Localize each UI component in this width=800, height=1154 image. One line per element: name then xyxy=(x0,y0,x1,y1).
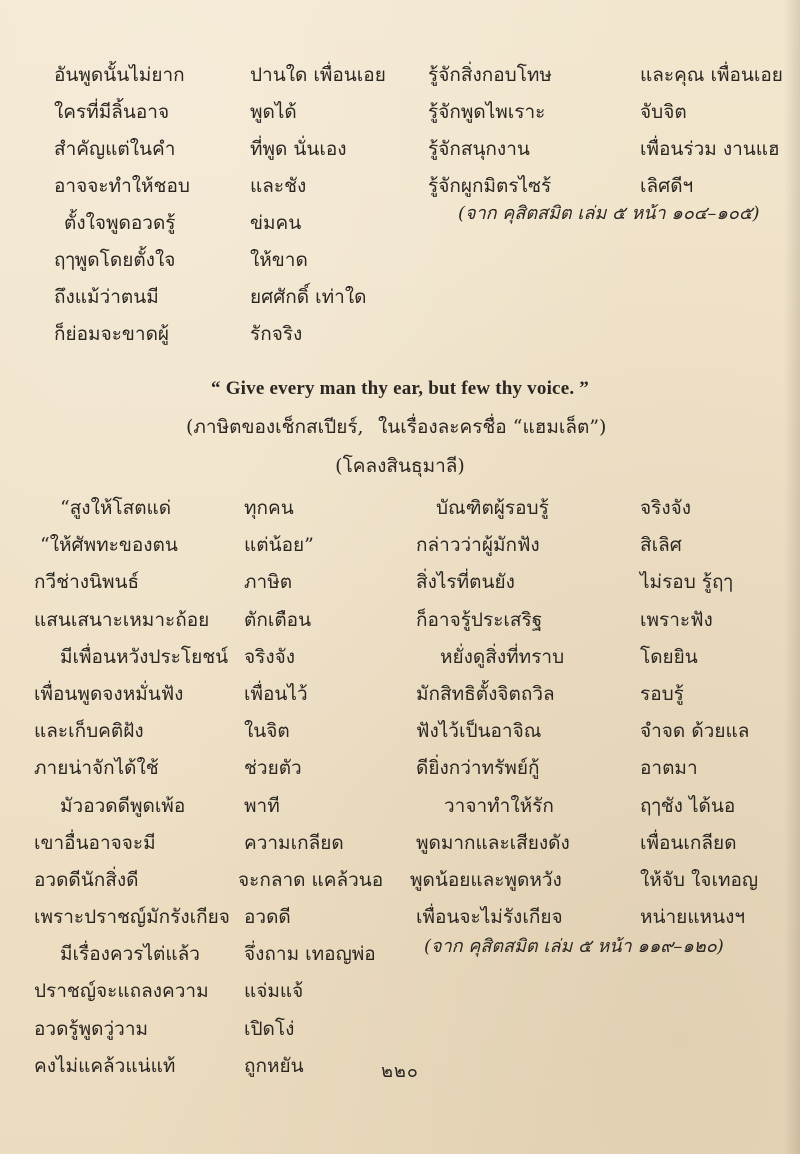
verse-cell: จับจิต xyxy=(640,101,687,123)
verse-cell: แต่น้อย” xyxy=(244,534,314,557)
poem-1-row xyxy=(0,279,800,316)
verse-cell: รู้จักสนุกงาน xyxy=(428,138,530,160)
verse-cell: ฤๅชัง ได้นอ xyxy=(640,794,736,817)
verse-cell: รักจริง xyxy=(250,323,303,345)
verse-cell: อวดรู้พูดวู่วาม xyxy=(34,1017,149,1040)
verse-cell: พาที xyxy=(244,794,280,817)
verse-cell: เพราะปราชญ์มักรังเกียจ xyxy=(34,906,230,929)
verse-cell: ก็ย่อมจะขาดผู้ xyxy=(54,323,170,345)
verse-cell: “สูงให้โสตแด่ xyxy=(60,497,172,519)
verse-cell: สำคัญแต่ในคำ xyxy=(54,138,176,160)
verse-cell: จริงจัง xyxy=(640,497,692,519)
verse-cell: เพื่อนพูดจงหมั่นฟัง xyxy=(34,682,184,705)
attribution-author: (ภาษิตของเช็กสเปียร์, xyxy=(186,416,364,438)
page-number: ๒๒๐ xyxy=(381,1061,419,1082)
verse-cell: ความเกลียด xyxy=(244,831,344,854)
verse-cell: มักสิทธิตั้งจิตถวิล xyxy=(416,682,555,705)
verse-cell: ฟังไว้เป็นอาจิณ xyxy=(416,720,542,743)
verse-cell: จะกลาด แคล้วนอ xyxy=(238,868,384,891)
verse-cell: เพื่อนเกลียด xyxy=(640,831,737,854)
verse-cell: เปิดโง่ xyxy=(244,1017,295,1040)
verse-cell: ภายน่าจักได้ใช้ xyxy=(34,757,159,780)
verse-form-heading: (โคลงสินธุมาลี) xyxy=(335,455,465,477)
verse-cell: และเก็บคติฝัง xyxy=(34,720,144,743)
verse-cell: เพื่อนไว้ xyxy=(244,682,308,705)
verse-cell: จึ่งถาม เทอญพ่อ xyxy=(244,943,376,966)
verse-cell: กวีช่างนิพนธ์ xyxy=(34,571,140,594)
verse-cell: ที่พูด นั่นเอง xyxy=(250,138,347,160)
verse-cell: จำจด ด้วยแล xyxy=(640,720,750,743)
verse-cell: ไม่รอบ รู้ฤๅ xyxy=(640,571,733,594)
verse-cell: เขาอื่นอาจจะมี xyxy=(34,831,156,854)
verse-cell: บัณฑิตผู้รอบรู้ xyxy=(436,497,549,519)
english-quote: “ Give every man thy ear, but few thy voice. ” xyxy=(211,378,589,399)
verse-cell: ถูกหยัน xyxy=(244,1054,304,1077)
verse-cell: แจ่มแจ้ xyxy=(244,980,304,1003)
verse-cell: และคุณ เพื่อนเอย xyxy=(640,64,783,86)
verse-cell: รอบรู้ xyxy=(640,682,684,705)
verse-cell: รู้จักพูดไพเราะ xyxy=(428,101,546,123)
verse-cell: เพื่อนร่วม งานแฮ xyxy=(640,138,780,160)
verse-cell: ดียิ่งกว่าทรัพย์กู้ xyxy=(416,757,540,780)
verse-cell: ช่วยตัว xyxy=(244,757,302,780)
poem-1-source: (จาก คุสิตสมิต เล่ม ๕ หน้า ๑๐๔–๑๐๕) xyxy=(458,203,760,224)
verse-cell: ก็อาจรู้ประเสริฐ xyxy=(416,608,543,631)
verse-cell: พูดมากและเสียงดัง xyxy=(416,831,570,854)
verse-cell: เพื่อนจะไม่รังเกียจ xyxy=(416,906,563,929)
verse-cell: ตักเตือน xyxy=(244,608,312,631)
poem-2-row xyxy=(0,602,800,639)
poem-2-row xyxy=(0,788,800,825)
verse-cell: ยศศักดิ์ เท่าใด xyxy=(250,286,367,308)
verse-cell: โดยยิน xyxy=(640,645,698,668)
verse-cell: มีเพื่อนหวังประโยชน์ xyxy=(60,645,229,668)
poem-2 xyxy=(0,490,800,1085)
verse-cell: ปานใด เพื่อนเอย xyxy=(250,64,386,86)
verse-cell: ทุกคน xyxy=(244,497,294,519)
poem-2-row xyxy=(0,639,800,676)
verse-cell: ถึงแม้ว่าตนมี xyxy=(54,286,159,308)
poem-1-row xyxy=(0,57,800,94)
poem-2-row xyxy=(0,564,800,601)
poem-2-row xyxy=(0,676,800,713)
verse-cell: ภาษิต xyxy=(244,571,293,594)
verse-cell: ข่มคน xyxy=(250,212,302,234)
verse-cell: อวดดีนักสิ่งดี xyxy=(34,868,139,891)
verse-cell: จริงจัง xyxy=(244,645,296,668)
attribution-work: ในเรื่องละครชื่อ “แฮมเล็ต”) xyxy=(378,416,607,438)
verse-cell: หน่ายแหนงฯ xyxy=(640,906,746,929)
poem-1-row xyxy=(0,242,800,279)
verse-cell: คงไม่แคล้วแน่แท้ xyxy=(34,1054,176,1077)
verse-cell: มีเรื่องควรไต่แล้ว xyxy=(60,943,200,966)
verse-cell: และชัง xyxy=(250,175,307,197)
poem-2-row xyxy=(0,750,800,787)
poem-1-row xyxy=(0,94,800,131)
poem-2-source: (จาก คุสิตสมิต เล่ม ๕ หน้า ๑๑๙–๑๒๐) xyxy=(424,936,724,957)
verse-cell: มัวอวดดีพูดเพ้อ xyxy=(60,794,186,817)
verse-cell: ให้จับ ใจเทอญ xyxy=(640,868,759,891)
poem-2-row xyxy=(0,1011,800,1048)
verse-cell: ตั้งใจพูดอวดรู้ xyxy=(64,212,176,234)
verse-cell: ในจิต xyxy=(244,720,290,743)
verse-cell: ฤๅพูดโดยตั้งใจ xyxy=(54,249,176,271)
poem-2-row xyxy=(0,527,800,564)
verse-cell: อาจจะทำให้ชอบ xyxy=(54,175,190,197)
verse-cell: อวดดี xyxy=(244,906,291,929)
poem-1-row xyxy=(0,316,800,353)
verse-cell: เพราะฟัง xyxy=(640,608,713,631)
poem-2-row xyxy=(0,862,800,899)
verse-cell: ปราชญ์จะแถลงความ xyxy=(34,980,209,1003)
verse-cell: พูดน้อยและพูดหวัง xyxy=(410,868,562,891)
verse-cell: “ให้ศัพทะของตน xyxy=(40,534,178,557)
poem-2-row xyxy=(0,490,800,527)
poem-1-row xyxy=(0,131,800,168)
verse-cell: วาจาทำให้รัก xyxy=(444,794,554,817)
verse-cell: หยั่งดูสิ่งที่ทราบ xyxy=(440,645,565,668)
verse-cell: อาตมา xyxy=(640,757,698,780)
poem-2-row xyxy=(0,825,800,862)
poem-2-row xyxy=(0,713,800,750)
verse-cell: กล่าวว่าผู้มักฟัง xyxy=(416,534,540,557)
verse-cell: อันพูดนั้นไม่ยาก xyxy=(54,64,185,86)
verse-cell: พูดได้ xyxy=(250,101,297,123)
verse-cell: แสนเสนาะเหมาะถ้อย xyxy=(34,608,210,631)
verse-cell: รู้จักสิ่งกอบโทษ xyxy=(428,64,552,86)
verse-cell: ให้ขาด xyxy=(250,249,308,271)
poem-2-row xyxy=(0,973,800,1010)
verse-cell: เลิศดีฯ xyxy=(640,175,694,197)
verse-cell: สิ่งไรที่ตนยัง xyxy=(416,571,515,594)
verse-cell: ใครที่มีลิ้นอาจ xyxy=(54,101,170,123)
poem-2-row xyxy=(0,899,800,936)
poem-1-row xyxy=(0,168,800,205)
verse-cell: สิเลิศ xyxy=(640,534,682,557)
verse-cell: รู้จักผูกมิตรไซร้ xyxy=(428,175,552,197)
